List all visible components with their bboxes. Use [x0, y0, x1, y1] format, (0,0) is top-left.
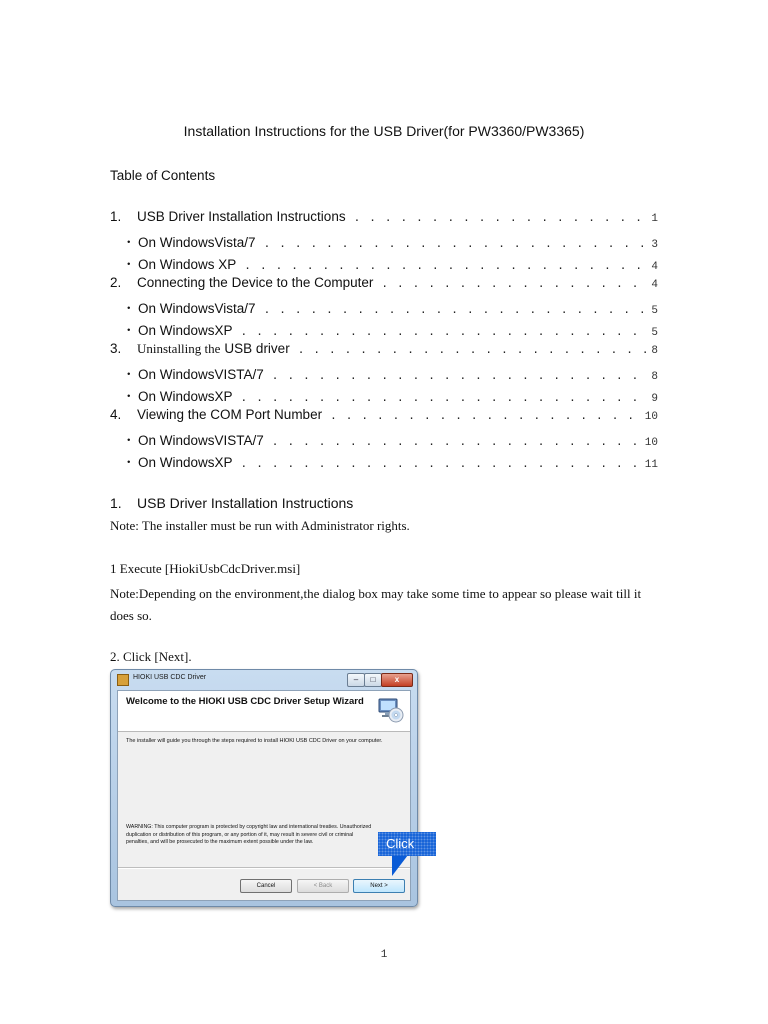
toc-leader — [264, 237, 650, 250]
dialog-titlebar[interactable] — [111, 670, 417, 690]
dialog-title: HIOKI USB CDC Driver — [133, 674, 207, 681]
toc-entry — [110, 275, 658, 293]
toc-entry — [110, 341, 658, 359]
toc-entry-bullet: ・ — [122, 235, 136, 250]
toc-entry-bullet: ・ — [122, 433, 136, 448]
toc-entry-text: On Windows XP — [138, 257, 237, 272]
toc-entry-text: USB Driver Installation Instructions — [137, 209, 346, 224]
toc-entry-page: 5 — [651, 305, 658, 317]
toc-entry — [110, 319, 658, 337]
toc-entry-page: 10 — [644, 437, 658, 449]
toc-entry-bullet: ・ — [122, 301, 136, 316]
toc-entry-text: On WindowsVista/7 — [138, 301, 256, 316]
toc-entry — [110, 253, 658, 271]
minimize-button[interactable]: – — [347, 673, 365, 687]
note-wait: Note:Depending on the environment,the dialog box may take some time to appear so please wait till it does so. — [110, 586, 642, 623]
toc-leader — [241, 325, 650, 338]
toc-leader — [298, 343, 650, 356]
page-number: 1 — [380, 949, 388, 961]
toc-entry-number: 2. — [110, 275, 122, 290]
back-button[interactable]: < Back — [297, 879, 349, 893]
toc-entry-text: Viewing the COM Port Number — [137, 407, 323, 422]
toc-entry-page: 5 — [651, 327, 658, 339]
toc-entry-bullet: ・ — [122, 455, 136, 470]
toc-leader — [241, 391, 650, 404]
note-admin: Note: The installer must be run with Administrator rights. — [110, 518, 410, 533]
toc-entry-text: On WindowsVista/7 — [138, 235, 256, 250]
toc-entry-page: 8 — [651, 371, 658, 383]
toc-entry-text: Connecting the Device to the Computer — [137, 275, 374, 290]
toc-entry-number: 3. — [110, 341, 122, 356]
toc-entry — [110, 209, 658, 227]
toc-entry-bullet: ・ — [122, 389, 136, 404]
toc-entry — [110, 231, 658, 249]
toc-entry-page: 8 — [651, 345, 658, 357]
toc-entry-text: USB driver — [224, 341, 290, 356]
toc-entry-page: 1 — [651, 213, 658, 225]
toc-leader — [241, 457, 643, 470]
toc-leader — [264, 303, 650, 316]
toc-entry-page: 4 — [651, 261, 658, 273]
section-title-text: USB Driver Installation Instructions — [137, 495, 354, 511]
dialog-client-area — [117, 690, 411, 901]
wizard-welcome-heading: Welcome to the HIOKI USB CDC Driver Setup Wizard — [126, 696, 364, 707]
cancel-button[interactable]: Cancel — [240, 879, 292, 893]
setup-wizard-dialog — [110, 669, 418, 907]
toc-entry-page: 3 — [651, 239, 658, 251]
close-button[interactable]: x — [381, 673, 413, 687]
toc-entry — [110, 451, 658, 469]
toc-leader — [272, 435, 643, 448]
section-heading — [110, 495, 353, 511]
toc-entry-text: On WindowsVISTA/7 — [138, 433, 264, 448]
toc-entry-page: 11 — [644, 459, 658, 471]
toc-entry — [110, 385, 658, 403]
button-divider — [118, 867, 410, 869]
step-1: 1 Execute [HiokiUsbCdcDriver.msi] — [110, 561, 301, 576]
step-2: 2. Click [Next]. — [110, 649, 192, 664]
toc-entry — [110, 297, 658, 315]
toc-entry-page: 9 — [651, 393, 658, 405]
computer-cd-icon — [377, 696, 405, 724]
toc-entry-page: 10 — [644, 411, 658, 423]
toc-entry-text: On WindowsXP — [138, 389, 233, 404]
toc-heading: Table of Contents — [110, 168, 216, 183]
toc-leader — [381, 277, 649, 290]
wizard-body-text: The installer will guide you through the steps required to install HIOKI USB CDC Driver on your computer. — [126, 738, 383, 744]
toc-entry-number: 1. — [110, 209, 122, 224]
toc-entry-text-prefix: Uninstalling the — [137, 341, 221, 356]
wizard-banner — [118, 691, 410, 732]
next-button[interactable]: Next > — [353, 879, 405, 893]
toc-entry-bullet: ・ — [122, 367, 136, 382]
installer-icon — [117, 674, 129, 686]
document-title: Installation Instructions for the USB Driver(for PW3360/PW3365) — [183, 123, 585, 139]
click-callout: Click — [378, 832, 436, 856]
toc-entry-page: 4 — [651, 279, 658, 291]
maximize-button[interactable]: □ — [364, 673, 382, 687]
toc-entry — [110, 363, 658, 381]
toc-entry-text: On WindowsXP — [138, 455, 233, 470]
toc-entry-number: 4. — [110, 407, 122, 422]
toc-leader — [330, 409, 643, 422]
toc-entry-text: On WindowsXP — [138, 323, 233, 338]
toc-entry — [110, 407, 658, 425]
toc-entry-text: On WindowsVISTA/7 — [138, 367, 264, 382]
toc-leader — [244, 259, 649, 272]
toc-entry-bullet: ・ — [122, 323, 136, 338]
toc-entry — [110, 429, 658, 447]
toc-leader — [272, 369, 650, 382]
copyright-warning: WARNING: This computer program is protected by copyright law and international treaties. Unauthorized duplication or distribution of this program, or any portion of it, may result in severe civil or criminal penalties, and will be prosecuted to the maximum extent possible under the law. — [126, 824, 372, 845]
section-number: 1. — [110, 495, 122, 511]
toc-leader — [354, 211, 650, 224]
toc-entry-bullet: ・ — [122, 257, 136, 272]
